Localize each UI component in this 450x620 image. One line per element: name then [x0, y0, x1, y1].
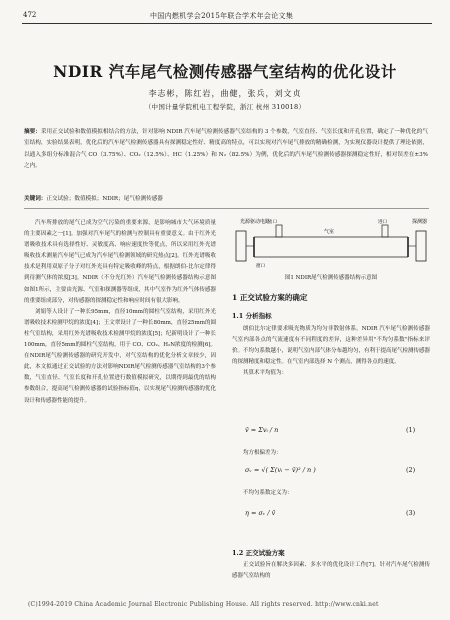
label-window: 窗口	[256, 264, 265, 269]
gas-inlet	[382, 225, 388, 237]
abstract-label: 摘要：	[24, 129, 41, 135]
cv-label	[232, 488, 430, 499]
header-rule	[22, 23, 432, 24]
label-detector: 探测器	[412, 219, 428, 225]
subsection-1-2-heading: 1.2 正交试验方案	[232, 549, 285, 557]
intro-paragraph-2: 刘娟等人设计了一种长95mm，直径10mm的圆柱气室结构，采用红外光谱吸收技术检测甲烷的浓度[4]；王文翠设计了一种长80mm，直径25mm的圆柱气室结构，采用红外光谱吸收技术检测甲烷的浓度[5]；纪新明设计了一种长100mm，直径5mm的圆柱气室结构，用于 CO、CO₂、H₂N浓度的检测[6]。在NDIR尾气检测传感器的研究开发中，对气室结构的优化分析文章较少，因此，本文拟通过正交试验的方法对影响NDIR尾气检测传感器气室结构的3个参数，气室直径、气室长度和开孔位置进行数值模拟研究，以期得到最优的结构参数组合，提高尾气检测传感器的试验指标值η，以实现尾气检测传感器的优化设计和传感器性能的提升。	[24, 308, 216, 404]
std-label	[232, 448, 430, 459]
section-1-heading: 1 正交试验方案的确定	[232, 293, 308, 302]
page-number: 472	[23, 11, 37, 19]
equation-1-number: (1)	[406, 426, 416, 434]
authors: 李志彬，陈红岩，曲健，张兵，刘文贞	[148, 89, 302, 98]
detector-box	[416, 231, 426, 261]
label-light-source: 光源驱动电路	[240, 219, 271, 225]
average-label: 其算术平均值为：	[243, 370, 288, 377]
sensor-structure-figure	[232, 215, 430, 271]
orthogonal-paragraph: 正交试验旨在解决多因素、多水平的优化设计工作[7]。针对汽车尾气检测传感器气室结构的	[232, 562, 430, 580]
figure-caption: 图1 NDIR尾气检测传感器结构示意图	[284, 275, 378, 281]
cv-label-text: 不均匀系数定义为：	[243, 490, 293, 496]
label-inlet: 进口	[378, 220, 387, 225]
keywords-label: 关键词：	[24, 196, 47, 202]
equation-3-number: (3)	[406, 509, 416, 517]
equation-1: v̄ = Σvᵢ / n	[245, 426, 279, 434]
intro-paragraph-1: 汽车所排放的尾气已成为空气污染的重要来源，是影响城市大气环境质量的主要因素之一[1]。加强对汽车尾气的检测与控制具有重要意义。由于红外光谱吸收技术具有选择性好、灵敏度高、响应速度快等优点，所以采用红外光谱吸收技术测量汽车尾气已成为汽车尾气检测领域的研究热点[2]。红外光谱吸收技术是利用双原子分子对红外光具有特定吸收峰的特点，根据朗伯-比尔定律得到待测气体的浓度[3]。NDIR（不分光红外）汽车尾气检测传感器结构示意图如图1所示，主要由光源、气室和探测器等组成，其中气室作为红外气体传感器的重要组成部分，对传感器的探测稳定性和响应时间有很大影响。	[24, 220, 216, 304]
equation-3: η = σᵥ / v̄	[245, 509, 276, 517]
std-label-text: 均方根偏差为：	[243, 450, 282, 456]
equation-2: σᵥ = √( Σ(vᵢ − v̄)² / n )	[245, 466, 316, 474]
abstract	[24, 127, 428, 172]
gas-outlet	[276, 225, 282, 237]
abstract-text: 采用正交试验和数值模拟相结合的方法，针对影响 NDIR 汽车尾气检测传感器气室结构的 3 个参数，气室直径、气室长度和开孔位置，确定了一种优化的气室结构，实验结果表明，优化后的汽车尾气检测传感器具有探测稳定性好、精度高的特点，可以实现对汽车尾气排放的精确检测，为实现仪器设计提供了理论依据，以通入多组分标准混合气 CO（3.75%）、CO₂（12.5%）、HC（1.25%）和 N₂（82.5%）为例，优化后的汽车尾气检测传感器探测稳定性好，相对误差在±3%之内。	[24, 129, 428, 169]
copyright-footer: (C)1994-2019 China Academic Journal Electronic Publishing House. All rights reserved. http://www.cnki.net	[28, 601, 379, 608]
light-source-box	[236, 231, 246, 261]
paper-title: NDIR 汽车尾气检测传感器气室结构的优化设计	[53, 62, 397, 81]
subsection-1-2-text	[232, 560, 430, 582]
label-outlet: 出口	[268, 220, 277, 225]
analysis-index-paragraph: 朗伯比尔定律要求吸光物质为均匀非散射体系。NDIR 汽车尾气检测传感器气室内部各点的气流速度有不同程度的差异，这种差异用"不均匀系数"指标来评价。不均匀系数越小，说明气室内部气体分布越均匀，有利于提高尾气检测传感器的探测精度和稳定性。在气室内部选择 N 个测点，测得各点的速度。	[232, 326, 431, 366]
label-gas-chamber: 气室	[324, 229, 335, 235]
affiliation: （中国计量学院机电工程学院，浙江 杭州 310018）	[144, 103, 306, 111]
equation-2-number: (2)	[406, 466, 416, 474]
keywords	[24, 194, 428, 202]
journal-header: 中国内燃机学会2015年联合学术年会论文集	[150, 12, 294, 20]
subsection-1-1-heading: 1.1 分析指标	[232, 312, 272, 320]
subsection-1-1-text	[232, 324, 430, 379]
left-column	[24, 218, 216, 407]
abstract-separator	[24, 208, 429, 209]
keywords-text: 正交试验；数值模拟；NDIR；尾气检测传感器	[46, 196, 163, 202]
